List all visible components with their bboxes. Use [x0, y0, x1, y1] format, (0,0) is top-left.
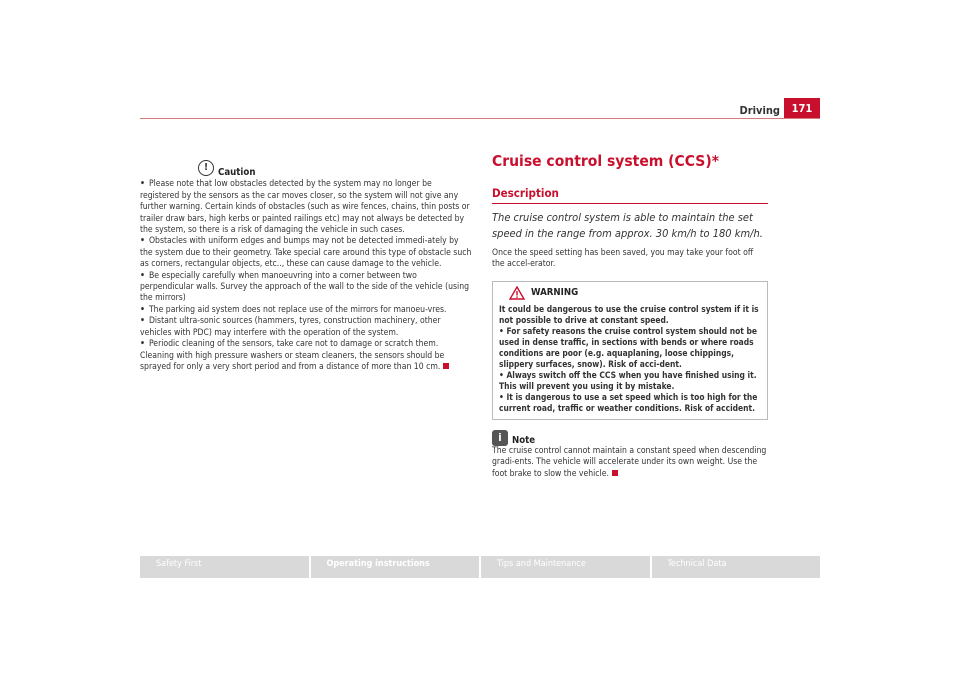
exclamation-icon: ! [198, 160, 214, 176]
footer-nav [140, 556, 820, 578]
bullet-icon: • [499, 391, 507, 402]
caution-heading [198, 158, 472, 178]
caution-item: • Distant ultra-sonic sources (hammers, tyres, construction machinery, other vehicles with PDC) may interfere with the operation of the system. [140, 316, 441, 338]
footer-tab-operating-instructions[interactable]: Operating instructions [311, 556, 480, 578]
bullet-icon: • [140, 304, 145, 315]
caution-item: • The parking aid system does not replace use of the mirrors for manoeu-vres. [140, 304, 447, 315]
description-rule [492, 203, 768, 204]
ccs-title: Cruise control system (CCS)* [492, 152, 719, 170]
bullet-icon: • [140, 236, 145, 247]
warning-triangle-icon [509, 286, 525, 300]
bullet-icon: • [499, 325, 507, 336]
description-heading: Description [492, 186, 559, 200]
footer-tab-tips-and-maintenance[interactable]: Tips and Maintenance [481, 556, 650, 578]
ccs-section [492, 152, 768, 480]
header-rule [140, 118, 820, 119]
page-number: 171 [784, 98, 820, 118]
footer-tab-safety-first[interactable]: Safety First [140, 556, 309, 578]
warning-item: • It is dangerous to use a set speed which is too high for the current road, traffic or weather conditions. Risk of accident. [499, 391, 758, 413]
section-title: Driving [739, 104, 780, 117]
bullet-icon: • [140, 339, 145, 350]
bullet-icon: • [499, 369, 507, 380]
caution-item: • Obstacles with uniform edges and bumps may not be detected immedi-ately by the system due to their geometry. Take special care around this type of obstacle such as corners, rectangular objects, etc.., these can cause damage to the vehicle. [140, 236, 472, 270]
body-text: Once the speed setting has been saved, you may take your foot off the accel-erator. [492, 248, 754, 270]
bullet-icon: • [140, 270, 145, 281]
note-text: The cruise control cannot maintain a constant speed when descending gradi-ents. The vehicle will accelerate under its own weight. Use the foot brake to slow the vehicle. [492, 445, 767, 479]
caution-label: Caution [218, 167, 256, 178]
caution-section [140, 158, 472, 373]
caution-item: • Please note that low obstacles detected by the system may no longer be registered by the sensors as the car moves closer, so the system will not give any further warning. Certain kinds of obstacles (such as wire fences, chains, thin posts or trailer draw bars, high kerbs or painted railings etc) may not always be detected by the system, so there is a risk of damaging the vehicle in such cases. [140, 179, 470, 236]
info-icon: i [492, 430, 508, 446]
warning-heading [509, 286, 761, 300]
bullet-icon: • [140, 179, 145, 190]
warning-item: • For safety reasons the cruise control system should not be used in dense traffic, in sections with bends or where roads conditions are poor (e.g. aquaplaning, loose chippings, slippery surfaces, snow). Risk of acci-dent. [499, 325, 758, 369]
footer-tab-technical-data[interactable]: Technical Data [652, 556, 821, 578]
warning-item: • Always switch off the CCS when you have finished using it. This will prevent you using it by mistake. [499, 369, 757, 391]
warning-lead: It could be dangerous to use the cruise control system if it is not possible to drive at constant speed. [499, 303, 759, 325]
intro-text: The cruise control system is able to maintain the set speed in the range from approx. 30 km/h to 180 km/h. [492, 211, 763, 240]
warning-label: WARNING [531, 287, 579, 299]
warning-box [492, 281, 768, 420]
end-marker-icon [443, 363, 449, 369]
note-heading [492, 430, 768, 446]
bullet-icon: • [140, 316, 145, 327]
note-label: Note [512, 434, 536, 446]
end-marker-icon [612, 470, 618, 476]
caution-item: • Be especially carefully when manoeuvring into a corner between two perpendicular walls. Survey the approach of the wall to the side of the vehicle (using the mirrors) [140, 270, 470, 304]
caution-item: • Periodic cleaning of the sensors, take care not to damage or scratch them. Cleaning with high pressure washers or steam cleaners, the sensors should be sprayed for only a very short period and from a distance of more than 10 cm. [140, 339, 472, 373]
